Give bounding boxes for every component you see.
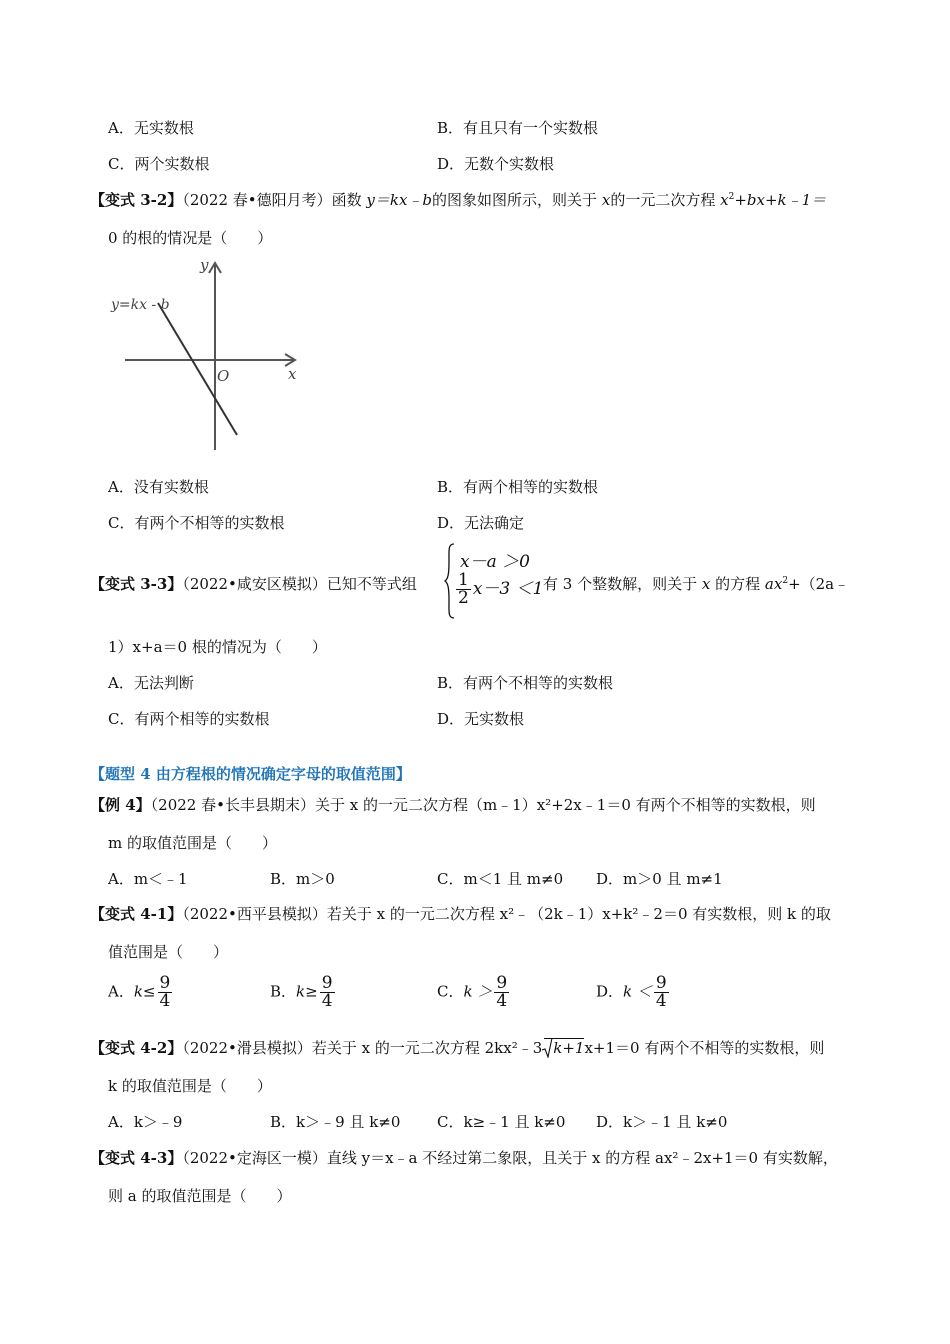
option-b: B．k＞﹣9 且 k≠0 (270, 1113, 401, 1131)
fraction-numerator: 9 (321, 973, 333, 993)
fraction-numerator: 9 (159, 973, 171, 993)
equation-term: x (720, 191, 729, 209)
line-graph (105, 255, 315, 455)
option-d: D．无数个实数根 (437, 155, 555, 173)
question-text: 的一元二次方程 (610, 191, 716, 209)
section-title: 【题型 4 由方程根的情况确定字母的取值范围】 (90, 765, 411, 783)
fraction-denominator: 4 (496, 991, 508, 1011)
example-4-line1 (90, 794, 816, 815)
question-text: （2022•定海区一模）直线 y＝x﹣a 不经过第二象限，且关于 x 的方程 ax²﹣2x+1＝0 有实数解， (182, 1149, 838, 1167)
question-text: （2022•滑县模拟）若关于 x 的一元二次方程 2kx²﹣3 (182, 1039, 543, 1057)
option-a (108, 975, 174, 1010)
option-d: D．k＞﹣1 且 k≠0 (596, 1113, 728, 1131)
option-c: C．k≥﹣1 且 k≠0 (437, 1113, 566, 1131)
question-tag: 【例 4】 (90, 796, 151, 814)
option-d: D．无实数根 (437, 710, 525, 728)
inequality-2-rest: x－3 ＜1 (472, 579, 544, 599)
option-b (270, 975, 337, 1010)
question-text: 有 3 个整数解，则关于 (543, 575, 698, 593)
inequality-2 (454, 572, 543, 607)
fraction-numerator: 9 (655, 973, 667, 993)
question-3-2-line2: 0 的根的情况是（ ） (108, 229, 273, 247)
question-text: x+1＝0 有两个不相等的实数根，则 (584, 1039, 825, 1057)
question-source: （2022•咸安区模拟）已知不等式组 (182, 575, 417, 593)
fraction-denominator: 4 (655, 991, 667, 1011)
fraction-denominator: 2 (458, 588, 469, 608)
option-b: B．有两个不相等的实数根 (437, 674, 614, 692)
fraction-denominator: 4 (159, 991, 171, 1011)
question-tag: 【变式 4-3】 (90, 1149, 183, 1167)
option-b: B．有两个相等的实数根 (437, 478, 599, 496)
origin-label: O (217, 367, 230, 385)
question-4-1-line2: 值范围是（ ） (108, 943, 229, 961)
question-3-3-line1 (90, 573, 417, 594)
sqrt-expression (544, 1038, 584, 1057)
option-letter: C． (437, 982, 464, 1001)
option-d (596, 975, 671, 1010)
question-3-3-line1b: 有 3 个整数解，则关于 x 的方程 $ax^2+(2a﹣$ (543, 575, 850, 593)
equation-term: ax (764, 575, 783, 593)
variable-x: x (601, 191, 611, 209)
example-4-line2: m 的取值范围是（ ） (108, 834, 277, 852)
question-text: 的图象如图所示，则关于 (432, 191, 598, 209)
option-c: C．两个实数根 (108, 155, 210, 173)
question-text: （2022 春•长丰县期末）关于 x 的一元二次方程（m﹣1）x²+2x﹣1＝0 有两个不相等的实数根，则 (150, 796, 816, 814)
question-4-3-line1 (90, 1147, 838, 1168)
inequality-system (444, 542, 544, 622)
question-tag: 【变式 4-2】 (90, 1039, 183, 1057)
option-c: C．有两个不相等的实数根 (108, 514, 285, 532)
equation-line: y＝kx﹣b (366, 191, 433, 209)
question-4-3-line2: 则 a 的取值范围是（ ） (108, 1187, 292, 1205)
sqrt-icon (542, 1038, 553, 1058)
option-d: D．m＞0 且 m≠1 (596, 870, 723, 888)
fraction-numerator: 1 (458, 570, 469, 590)
equation-term: +（2a﹣ (788, 575, 850, 593)
x-axis-label: x (288, 365, 297, 383)
option-symbol: k≤ (133, 982, 156, 1001)
option-letter: B． (270, 982, 297, 1001)
graph-label: y=kx - b (111, 297, 170, 313)
inequality-1: x－a ＞0 (460, 552, 530, 572)
question-3-3-line2: 1）x+a＝0 根的情况为（ ） (108, 638, 327, 656)
option-symbol: k ＞ (463, 982, 493, 1001)
option-b: B．有且只有一个实数根 (437, 119, 599, 137)
question-source: （2022 春•德阳月考）函数 (182, 191, 362, 209)
option-b: B．m＞0 (270, 870, 335, 888)
option-a: A．m＜﹣1 (108, 870, 188, 888)
fraction-numerator: 9 (496, 973, 508, 993)
question-4-2-line2: k 的取值范围是（ ） (108, 1077, 272, 1095)
question-tag: 【变式 3-2】 (90, 191, 183, 209)
option-a: A．没有实数根 (108, 478, 209, 496)
option-c: C．有两个相等的实数根 (108, 710, 270, 728)
option-symbol: k ＜ (623, 982, 652, 1001)
question-3-2-line1: 【变式 3-2】（2022 春•德阳月考）函数 y＝kx﹣b的图象如图所示，则关于 x的一元二次方程 $x^2+bx+k﹣1=$ (90, 191, 827, 209)
option-c (437, 975, 511, 1010)
option-a: A．无实数根 (108, 119, 194, 137)
sqrt-content: k+1 (553, 1039, 585, 1057)
question-4-2-line1 (90, 1037, 824, 1058)
option-a: A．k＞﹣9 (108, 1113, 183, 1131)
option-letter: D． (596, 982, 624, 1001)
option-letter: A． (108, 982, 134, 1001)
question-tag: 【变式 4-1】 (90, 905, 183, 923)
question-4-1-line1 (90, 903, 831, 924)
question-text: 的方程 (715, 575, 761, 593)
y-axis-label: y (200, 256, 209, 274)
fraction-denominator: 4 (321, 991, 333, 1011)
option-d: D．无法确定 (437, 514, 525, 532)
question-text: （2022•西平县模拟）若关于 x 的一元二次方程 x²﹣（2k﹣1）x+k²﹣2＝0 有实数根，则 k 的取 (182, 905, 831, 923)
option-a: A．无法判断 (108, 674, 194, 692)
equation-term: +bx+k﹣1＝ (734, 191, 827, 209)
option-c: C．m＜1 且 m≠0 (437, 870, 564, 888)
option-symbol: k≥ (296, 982, 318, 1001)
variable-x: x (701, 575, 711, 593)
question-tag: 【变式 3-3】 (90, 575, 183, 593)
